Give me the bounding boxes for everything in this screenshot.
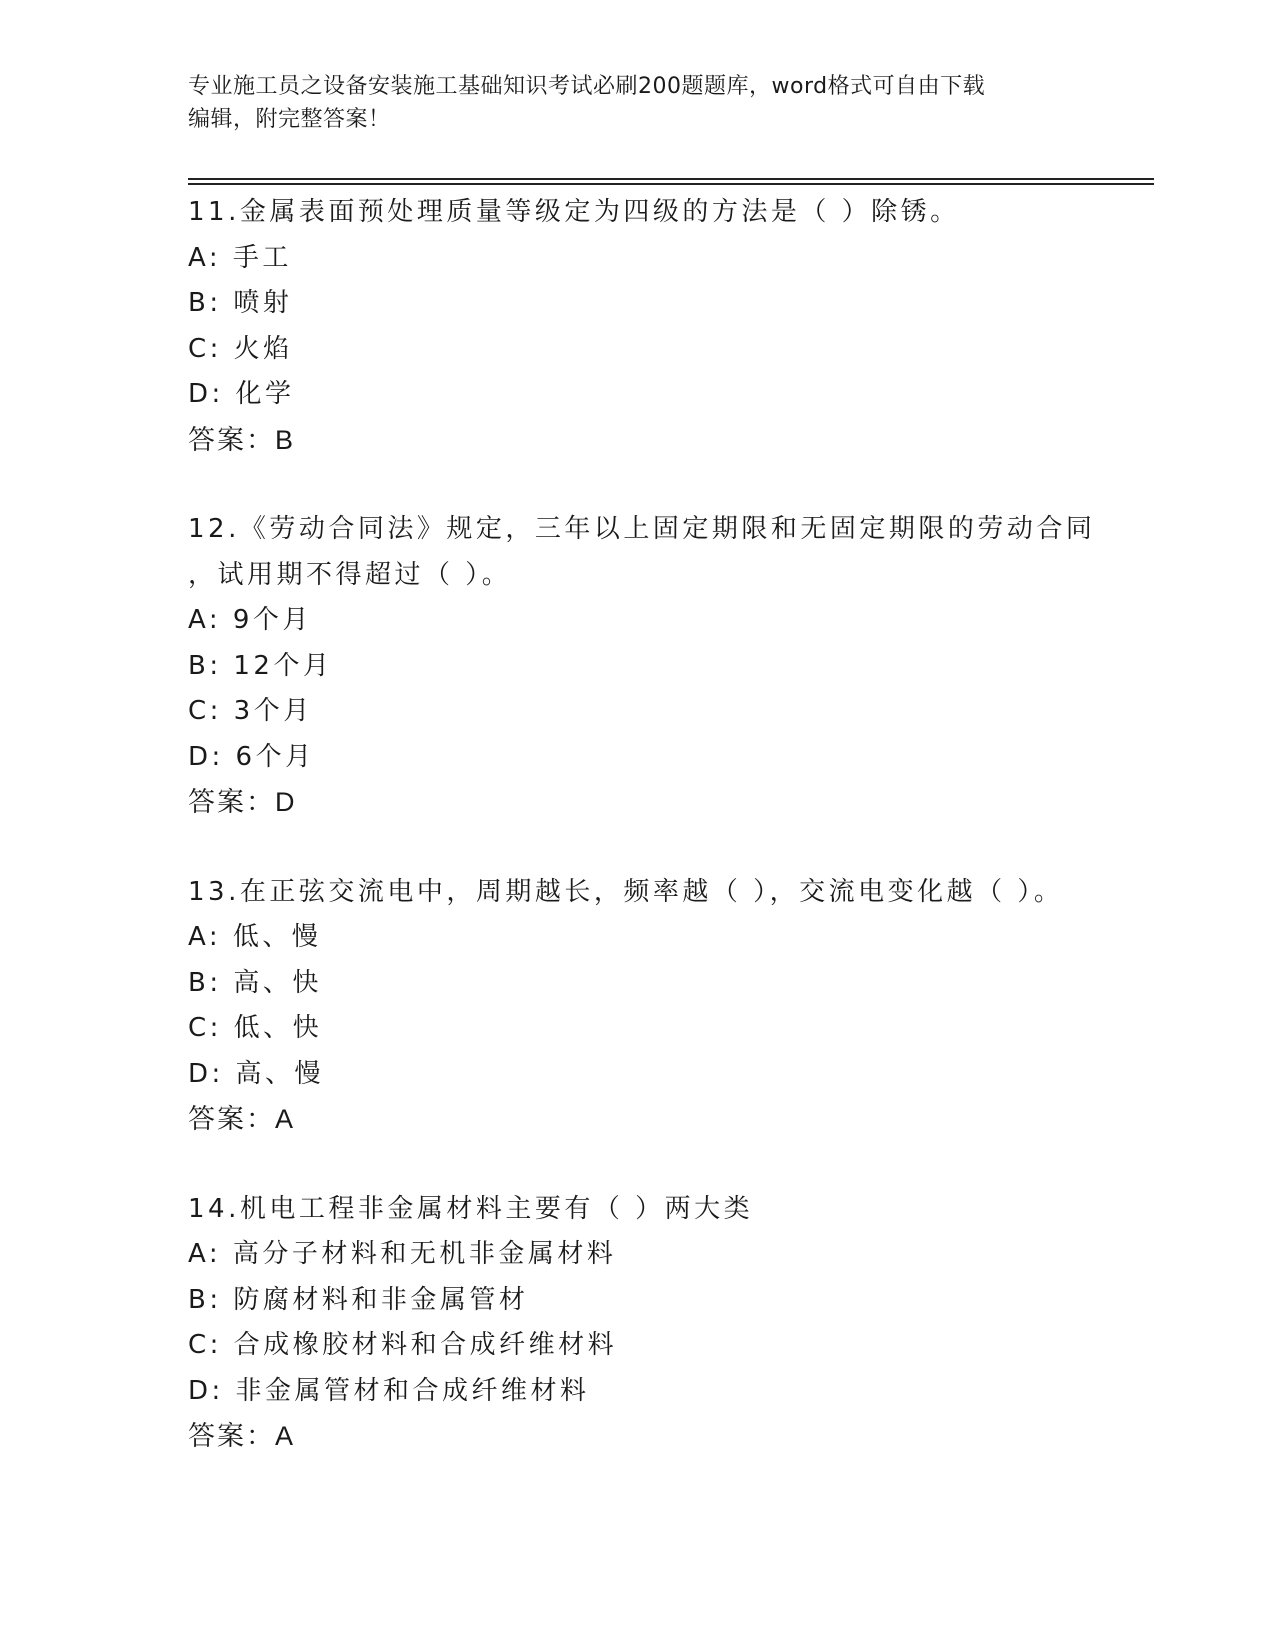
question-stem: 14.机电工程非金属材料主要有（ ）两大类: [188, 1193, 754, 1224]
option-b: B: 防腐材料和非金属管材: [188, 1284, 529, 1315]
option-c: C: 火焰: [188, 333, 293, 364]
question-list: [188, 190, 1096, 1504]
answer-label: 答案：A: [188, 1104, 296, 1134]
option-d: D: 非金属管材和合成纤维材料: [188, 1375, 590, 1406]
question-stem: 13.在正弦交流电中，周期越长，频率越（ ），交流电变化越（ ）。: [188, 876, 1064, 907]
option-d: D: 高、慢: [188, 1058, 325, 1089]
header-line-1: 专业施工员之设备安装施工基础知识考试必刷200题题库，word格式可自由下载: [188, 74, 986, 99]
option-a: A: 9个月: [188, 605, 312, 635]
question-14: [188, 1187, 1088, 1460]
question-11: [188, 190, 1088, 463]
option-b: B: 高、快: [188, 967, 322, 998]
header-divider-bottom: [188, 183, 1154, 185]
option-a: A: 低、慢: [188, 922, 322, 952]
option-c: C: 低、快: [188, 1013, 323, 1043]
question-stem: 12.《劳动合同法》规定，三年以上固定期限和无固定期限的劳动合同: [188, 514, 1096, 544]
option-a: A: 高分子材料和无机非金属材料: [188, 1239, 617, 1269]
answer-label: 答案：B: [188, 424, 296, 455]
option-b: B: 喷射: [188, 288, 293, 318]
answer-label: 答案：A: [188, 1421, 296, 1451]
question-stem-continued: ，试用期不得超过（ ）。: [188, 559, 512, 590]
option-d: D: 化学: [188, 379, 295, 409]
header-divider-top: [188, 178, 1154, 180]
option-d: D: 6个月: [188, 741, 315, 772]
option-b: B: 12个月: [188, 650, 333, 681]
option-c: C: 合成橡胶材料和合成纤维材料: [188, 1330, 618, 1360]
question-12: [188, 507, 1096, 826]
question-13: [188, 870, 1088, 1143]
question-stem: 11.金属表面预处理质量等级定为四级的方法是（ ）除锈。: [188, 197, 960, 227]
document-header: [188, 70, 1088, 136]
answer-label: 答案：D: [188, 787, 297, 817]
option-a: A: 手工: [188, 242, 292, 273]
option-c: C: 3个月: [188, 696, 313, 726]
header-line-2: 编辑，附完整答案！: [188, 107, 391, 132]
